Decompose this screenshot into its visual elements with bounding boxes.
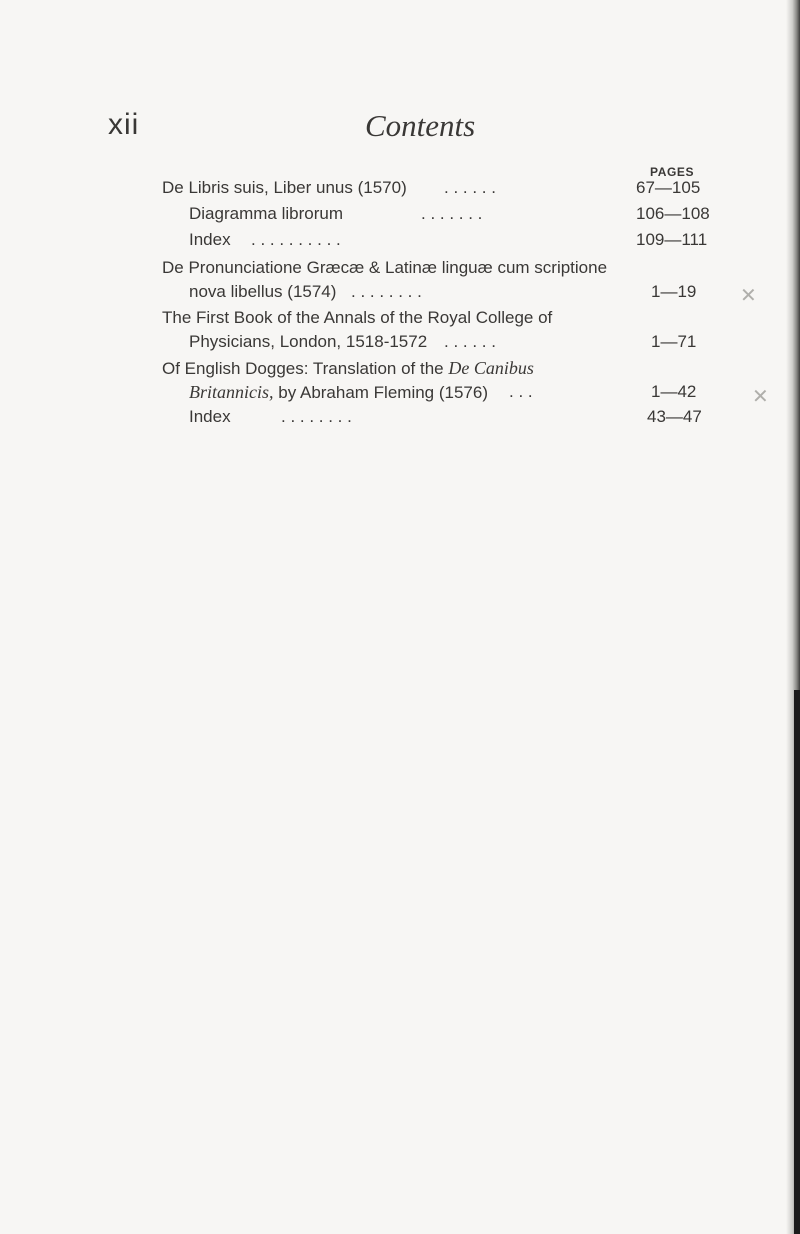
- toc-leader-dots: . . . . . .: [444, 332, 496, 351]
- page-edge-shadow: [786, 0, 800, 1234]
- toc-leader-dots: . . . . . . . .: [281, 407, 352, 426]
- toc-entry-pages: 67—105: [636, 178, 701, 197]
- toc-entry-title: De Pronunciatione Græcæ & Latinæ linguæ cum scriptione: [162, 258, 608, 277]
- pencil-mark-icon: ✕: [752, 386, 769, 408]
- toc-entry-title: [162, 356, 534, 381]
- toc-entry-title: The First Book of the Annals of the Royal College of: [162, 308, 553, 327]
- toc-leader-dots: . . . . . .: [444, 178, 496, 197]
- toc-entry-pages: 1—19: [651, 282, 697, 301]
- toc-entry-title-part: by Abraham Fleming (1576): [278, 383, 489, 402]
- toc-entry-pages: 1—71: [651, 332, 697, 351]
- toc-entry-title: nova libellus (1574): [189, 282, 337, 301]
- toc-entry-pages: 43—47: [647, 407, 702, 426]
- toc-entry-title: Physicians, London, 1518-1572: [189, 332, 428, 351]
- toc-entry-title: Index: [189, 230, 231, 249]
- toc-leader-dots: . . . . . . . .: [351, 282, 422, 301]
- toc-entry-title-italic: Britannicis,: [189, 382, 274, 402]
- toc-entry-title-italic: De Canibus: [448, 358, 534, 378]
- pencil-mark-icon: ✕: [740, 285, 757, 307]
- toc-entry-pages: 106—108: [636, 204, 710, 223]
- pages-column-label: PAGES: [650, 165, 695, 179]
- toc-entry-title: Index: [189, 407, 231, 426]
- page-title: Contents: [365, 108, 476, 143]
- toc-entry-title: Diagramma librorum: [189, 204, 343, 223]
- toc-entry-title: De Libris suis, Liber unus (1570): [162, 178, 407, 197]
- toc-entry-pages: 1—42: [651, 382, 697, 401]
- toc-entry-title-part: Of English Dogges: Translation of the: [162, 359, 444, 378]
- toc-leader-dots: . . . . . . .: [421, 204, 483, 223]
- page-number: xii: [108, 108, 140, 141]
- toc-leader-dots: . . .: [509, 382, 533, 401]
- toc-leader-dots: . . . . . . . . . .: [251, 230, 341, 249]
- toc-entry-pages: 109—111: [636, 230, 708, 249]
- toc-entry-title: [189, 380, 488, 405]
- running-head: [0, 108, 800, 148]
